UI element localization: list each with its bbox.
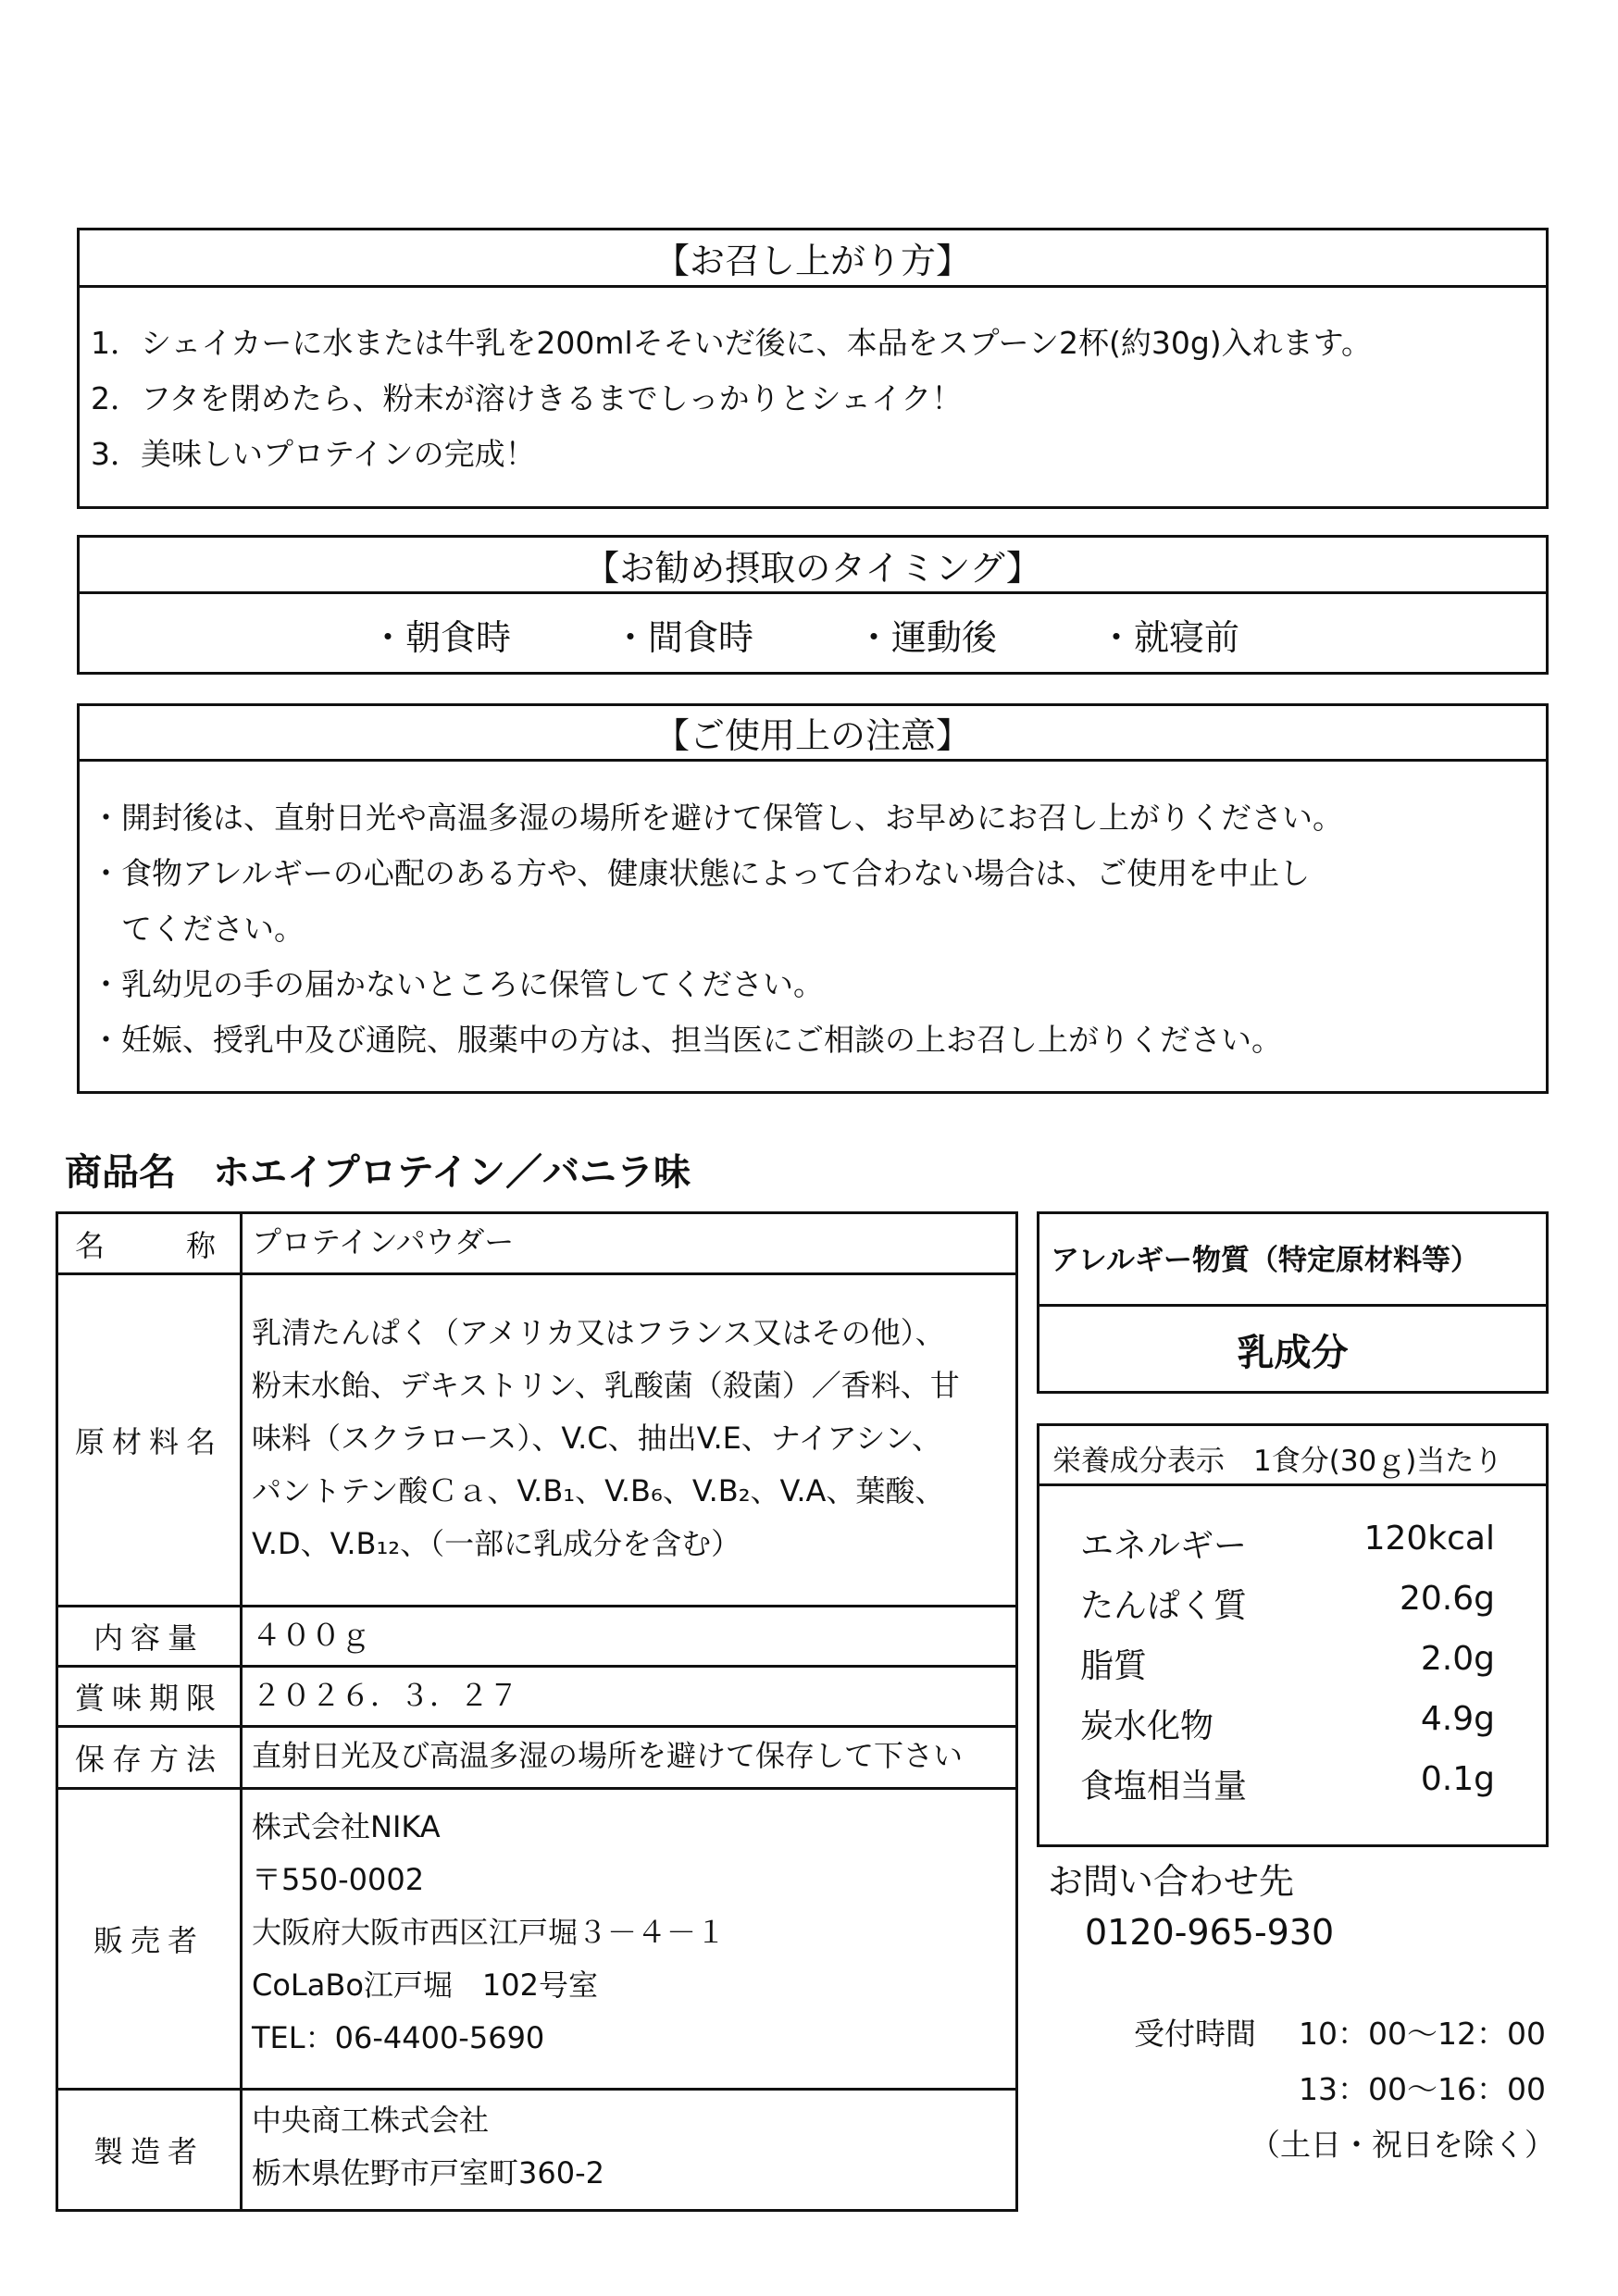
- timing-item: ・間食時: [613, 617, 754, 658]
- contact-label: お問い合わせ先: [1048, 1861, 1295, 1902]
- nutrient-name: たんぱく質: [1080, 1587, 1248, 1625]
- nutrient-name: エネルギー: [1080, 1527, 1248, 1565]
- hours-note: （土日・祝日を除く）: [1250, 2127, 1555, 2163]
- directions-title: 【お召し上がり方】: [80, 230, 1546, 288]
- nutrient-name: 食塩相当量: [1080, 1768, 1248, 1806]
- label-key: 保存方法: [58, 1728, 243, 1787]
- hours-afternoon: 13：00～16：00: [1299, 2071, 1546, 2107]
- label-value: 中央商工株式会社 栃木県佐野市戸室町360-2: [252, 2103, 604, 2191]
- allergy-value: 乳成分: [1237, 1332, 1349, 1374]
- label-key: 賞味期限: [58, 1668, 243, 1725]
- label-value: ４００ｇ: [252, 1618, 371, 1653]
- caution-item: ・食物アレルギーの心配のある方や、健康状態によって合わない場合は、ご使用を中止し: [91, 855, 1311, 891]
- caution-item: ・開封後は、直射日光や高温多湿の場所を避けて保管し、お早めにお召し上がりください。: [91, 800, 1343, 836]
- direction-step: 1．シェイカーに水または牛乳を200mlそそいだ後に、本品をスプーン2杯(約30g)入れます。: [91, 325, 1373, 361]
- timing-title: 【お勧め摂取のタイミング】: [80, 538, 1546, 594]
- label-value: 乳清たんぱく（アメリカ又はフランス又はその他）、 粉末水飴、デキストリン、乳酸菌（殺菌）／香料、甘 味料（スクラロース）、V.C、抽出V.E、ナイアシン、 パントテン酸Ｃａ、V.B₁、V.B₆、V.B₂、V.A、葉酸、 V.D、V.B₁₂、（一部に乳成分を含む）: [252, 1315, 960, 1561]
- timing-item: ・運動後: [856, 617, 998, 658]
- hours-label: 受付時間: [1134, 2016, 1256, 2052]
- direction-step: 2．フタを閉めたら、粉末が溶けきるまでしっかりとシェイク！: [91, 380, 963, 416]
- nutrient-value: 0.1g: [1420, 1760, 1495, 1798]
- label-value: プロテインパウダー: [252, 1224, 515, 1260]
- nutrient-name: 脂質: [1080, 1647, 1148, 1685]
- label-value: ２０２６．３．２７: [252, 1678, 519, 1713]
- allergy-box: [1037, 1211, 1549, 1394]
- label-key: 内容量: [58, 1607, 243, 1665]
- nutrient-value: 120kcal: [1363, 1520, 1495, 1558]
- label-value: 直射日光及び高温多湿の場所を避けて保存して下さい: [252, 1738, 964, 1773]
- caution-item: ・乳幼児の手の届かないところに保管してください。: [91, 966, 824, 1002]
- label-key: 名 称: [58, 1214, 243, 1272]
- label-key: 販売者: [58, 1790, 243, 2088]
- label-key: 原材料名: [58, 1275, 243, 1605]
- hours-morning: 10：00～12：00: [1299, 2016, 1546, 2052]
- nutrient-name: 炭水化物: [1080, 1707, 1214, 1745]
- nutrient-value: 20.6g: [1399, 1580, 1495, 1618]
- timing-item: ・就寝前: [1099, 617, 1240, 658]
- label-key: 製造者: [58, 2091, 243, 2209]
- cautions-title: 【ご使用上の注意】: [80, 706, 1546, 762]
- caution-item: てください。: [91, 911, 305, 947]
- label-value: 株式会社NIKA 〒550-0002 大阪府大阪市西区江戸堀３－４－１ CoLaBo江戸堀 102号室 TEL：06-4400-5690: [252, 1809, 727, 2055]
- contact-phone: 0120-965-930: [1085, 1912, 1335, 1953]
- nutrient-value: 2.0g: [1420, 1640, 1495, 1678]
- nutrition-title: 栄養成分表示 1食分(30ｇ)当たり: [1039, 1426, 1546, 1486]
- timing-item: ・朝食時: [370, 617, 512, 658]
- nutrient-value: 4.9g: [1420, 1700, 1495, 1738]
- product-title: 商品名 ホエイプロテイン／バニラ味: [65, 1151, 691, 1194]
- allergy-title: アレルギー物質（特定原材料等）: [1039, 1214, 1546, 1307]
- caution-item: ・妊娠、授乳中及び通院、服薬中の方は、担当医にご相談の上お召し上がりください。: [91, 1022, 1282, 1058]
- direction-step: 3．美味しいプロテインの完成！: [91, 436, 536, 472]
- label-table: [56, 1211, 1018, 2212]
- timing-box: [77, 535, 1549, 675]
